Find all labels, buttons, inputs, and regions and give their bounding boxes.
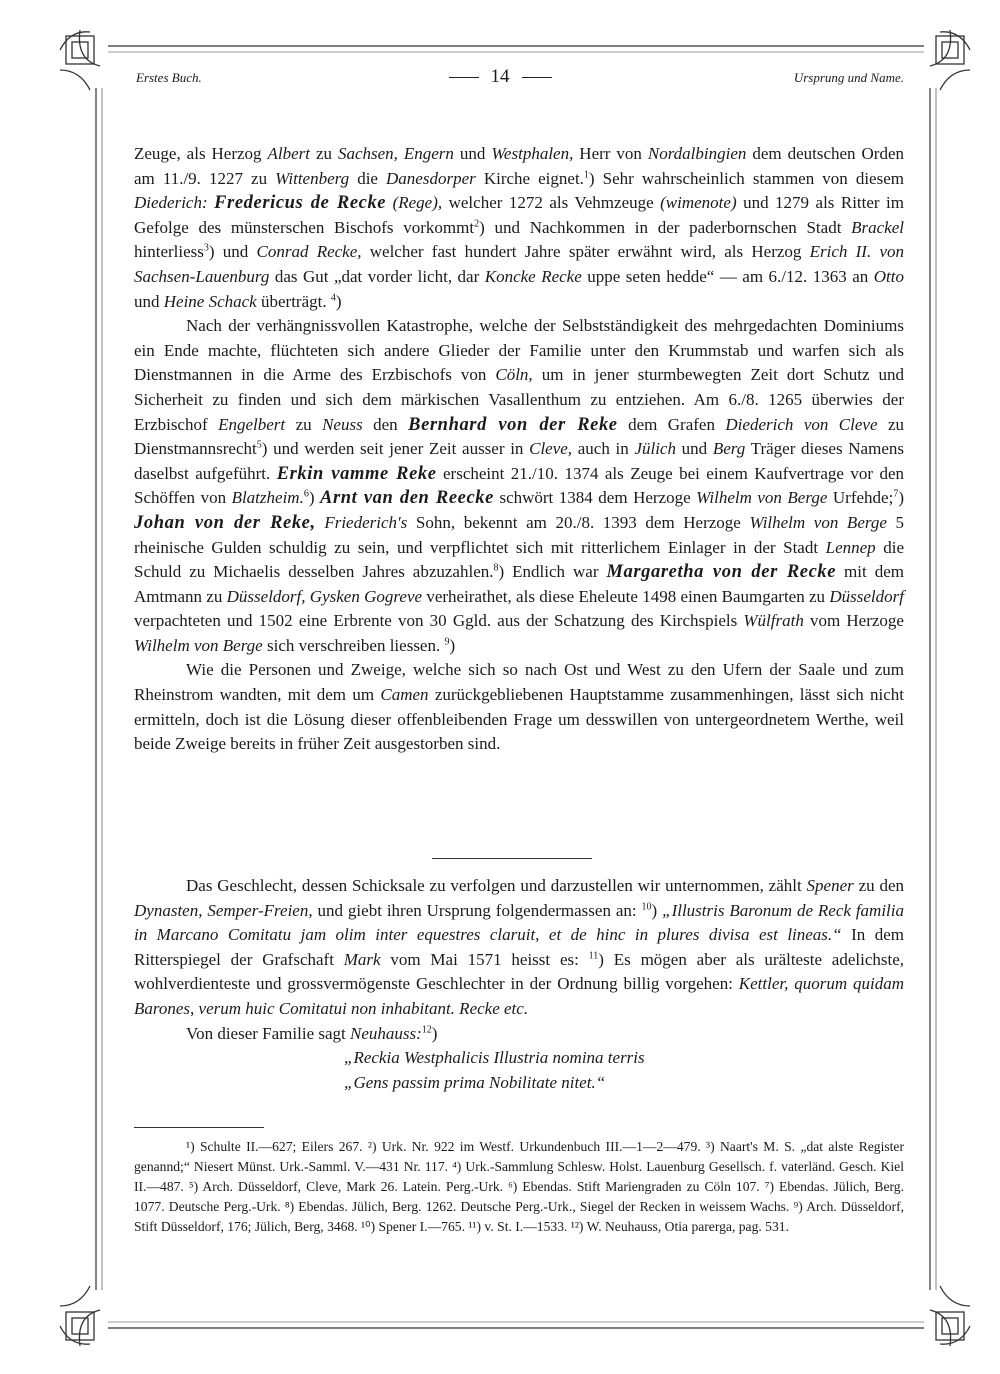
footnotes <box>134 1137 904 1237</box>
second-section <box>134 874 904 1095</box>
footnote-rule <box>134 1127 264 1128</box>
section-divider <box>432 858 592 859</box>
paragraph-1: Zeuge, als Herzog Albert zu Sachsen, Engern und Westphalen, Herr von Nordalbingien dem deutschen Orden am 11./9. 1227 zu Wittenberg die Danesdorper Kirche eignet.$^1$) Sehr wahrscheinlich stammen von diesem Diederich: Fredericus de Recke (Rege), welcher 1272 als Vehmzeuge (wimenote) und 1279 als Ritter im Gefolge des münsterschen Bischofs vorkommt$^2$) und Nachkommen in der paderbornschen Stadt Brackel hinterliess$^3$) und Conrad Recke, welcher fast hundert Jahre später erwähnt wird, als Herzog Erich II. von Sachsen-Lauenburg das Gut „dat vorder licht, dar Koncke Recke uppe seten hedde“ — am 6./12. 1363 an Otto und Heine Schack überträgt. $^4$) <box>134 144 904 311</box>
running-head-left: Erstes Buch. <box>136 70 202 85</box>
verse-line-2: „Gens passim prima Nobilitate nitet.“ <box>344 1072 606 1092</box>
page-number-text: 14 <box>490 66 510 87</box>
footnote-text: ¹) Schulte II.—627; Eilers 267. ²) Urk. Nr. 922 im Westf. Urkundenbuch III.—1—2—479. ³) Naart's M. S. „dat alste Register genannd;“ Niesert Münst. Urk.-Samml. V.—431 Nr. 117. ⁴) Urk.-Sammlung Schlesw. Holst. Lauenburg Gesellsch. f. vaterländ. Gesch. Kiel II.—487. ⁵) Arch. Düsseldorf, Cleve, Mark 26. Latein. Perg.-Urk. ⁶) Ebendas. Stift Mariengraden zu Cöln 107. ⁷) Ebendas. Jülich, Berg. 1077. Deutsche Perg.-Urk. ⁸) Ebendas. Jülich, Berg. 1262. Deutsche Perg.-Urk., Siegel der Recken in weissem Wachs. ⁹) Arch. Düsseldorf, Stift Düsseldorf, 176; Jülich, Berg, 3468. ¹⁰) Spener I.—765. ¹¹) v. St. I.—1533. ¹²) W. Neuhauss, Otia parerga, pag. 531. <box>134 1139 904 1234</box>
paragraph-2: Nach der verhängnissvollen Katastrophe, welche der Selbstständigkeit des mehrgedachten Dominiums ein Ende machte, flüchteten sich andere Glieder der Familie unter den Krummstab und warfen sich als Dienstmannen in die Arme des Erzbischofs von Cöln, um in jener sturmbewegten Zeit dort Schutz und Sicherheit zu finden und sich dem märkischen Vasallenthum zu entziehen. Am 6./8. 1265 überwies der Erzbischof Engelbert zu Neuss den Bernhard von der Reke dem Grafen Diederich von Cleve zu Dienstmannsrecht$^5$) und werden seit jener Zeit ausser in Cleve, auch in Jülich und Berg Träger dieses Namens daselbst aufgeführt. Erkin vamme Reke erscheint 21./10. 1374 als Zeuge bei einem Kaufvertrage vor den Schöffen von Blatzheim.$^6$) Arnt van den Reecke schwört 1384 dem Herzoge Wilhelm von Berge Urfehde;$^7$) Johan von der Reke, Friederich's Sohn, bekennt am 20./8. 1393 dem Herzoge Wilhelm von Berge 5 rheinische Gulden schuldig zu sein, und verpflichtet sich mit ritterlichem Einlager in der Stadt Lennep die Schuld zu Michaelis desselben Jahres abzuzahlen.$^8$) Endlich war Margaretha von der Recke mit dem Amtmann zu Düsseldorf, Gysken Gogreve verheirathet, als diese Eheleute 1498 einen Baumgarten zu Düsseldorf verpachteten und 1502 eine Erbrente von 30 Ggld. aus der Schatzung des Kirchspiels Wülfrath vom Herzoge Wilhelm von Berge sich verschreiben liessen. $^9$) <box>134 316 905 655</box>
paragraph-4: Das Geschlecht, dessen Schicksale zu verfolgen und darzustellen wir unternommen, zählt Spener zu den Dynasten, Semper-Freien, und giebt ihren Ursprung folgendermassen an: $^{10}$) „Illustris Baronum de Reck familia in Marcano Comitatu jam olim inter equestres claruit, et de hinc in plures divisa est lineas.“ In dem Ritterspiegel der Grafschaft Mark vom Mai 1571 heisst es: $^{11}$) Es mögen aber als urälteste adelichste, wohlverdienteste und grossvermögenste Geschlechter in der Ordnung billig vorgehen: Kettler, quorum quidam Barones, verum huic Comitatui non inhabitant. Recke etc. <box>134 876 905 1018</box>
running-head-right: Ursprung und Name. <box>793 70 904 85</box>
main-text <box>134 142 904 757</box>
paragraph-3: Wie die Personen und Zweige, welche sich so nach Ost und West zu den Ufern der Saale und zum Rheinstrom wandten, mit dem um Camen zurückgebliebenen Hauptstamme zusammenhingen, lässt sich nicht ermitteln, doch ist die Lösung dieser offenbleibenden Frage um desswillen von untergeordnetem Werthe, weil beide Zweige bereits in früher Zeit ausgestorben sind. <box>134 660 904 754</box>
paragraph-5: Von dieser Familie sagt Neuhauss:$^{12}$) <box>186 1023 438 1043</box>
verse-line-1: „Reckia Westphalicis Illustria nomina terris <box>344 1048 645 1068</box>
